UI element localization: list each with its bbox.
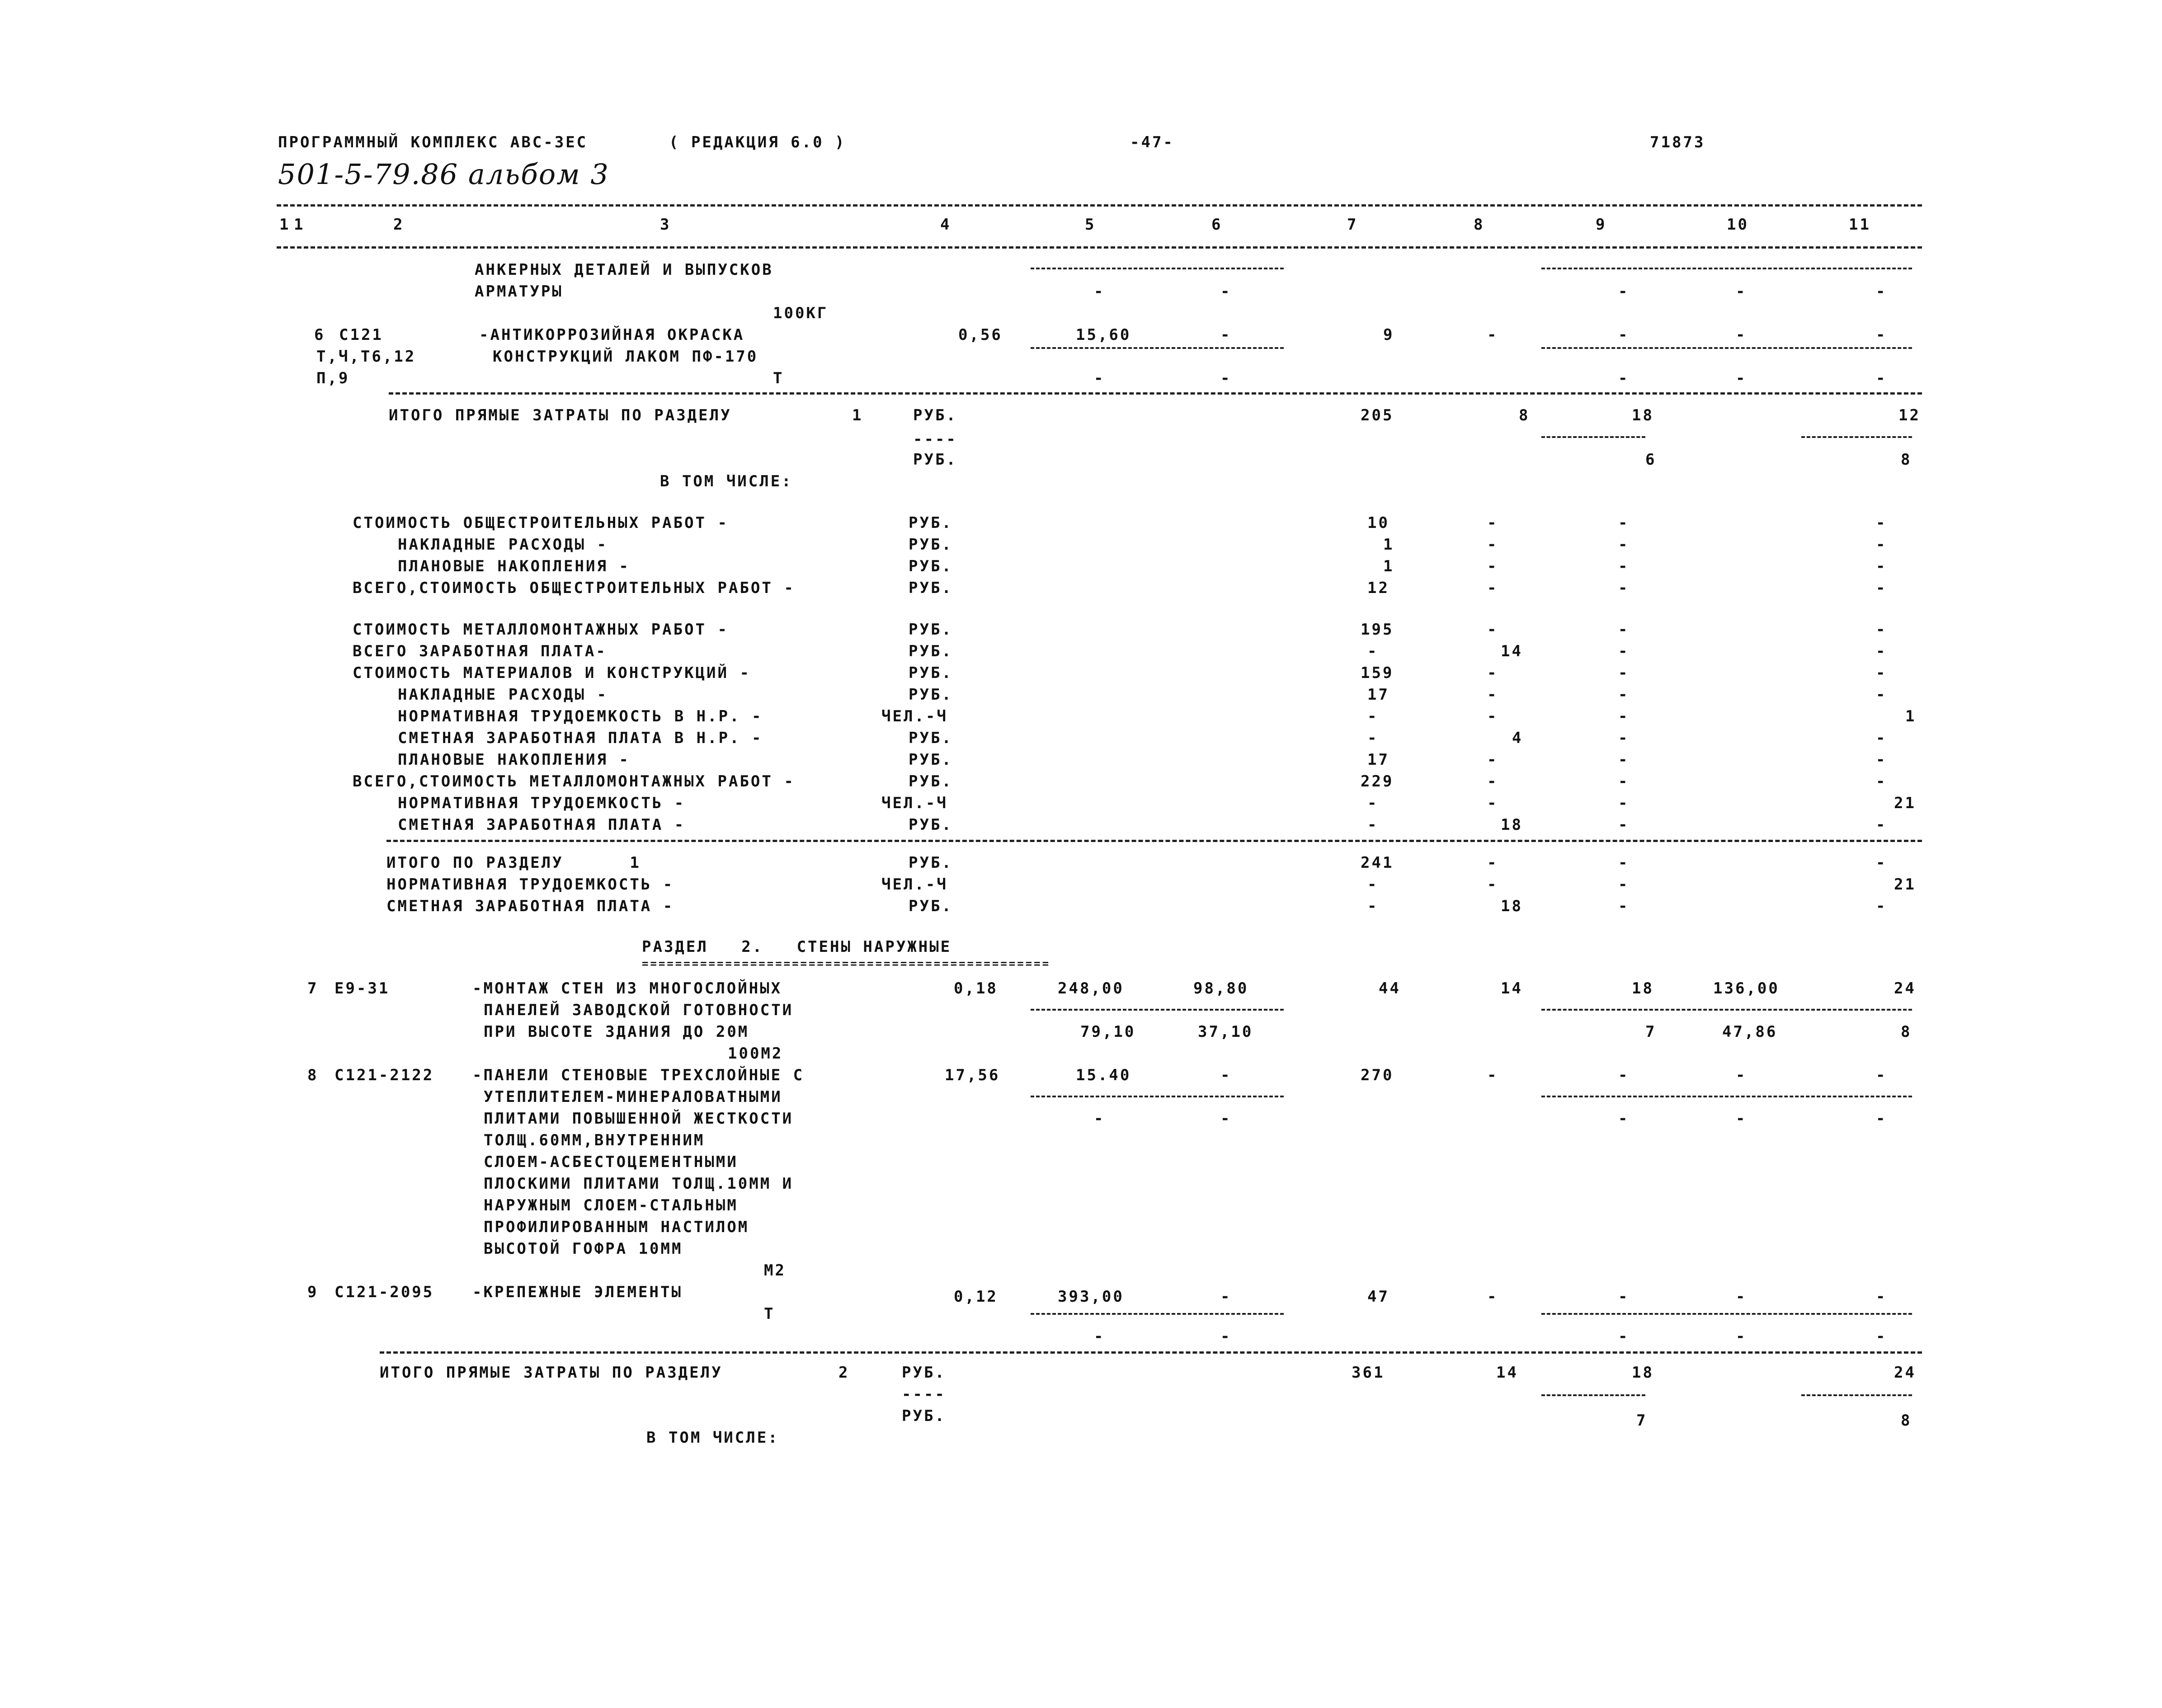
summary-label: ВСЕГО ЗАРАБОТНАЯ ПЛАТА-: [353, 642, 607, 660]
row-description: ПРИ ВЫСОТЕ ЗДАНИЯ ДО 20М: [484, 1023, 749, 1041]
row-quantity: 17,56: [945, 1066, 1000, 1084]
total-section-number: 2: [838, 1364, 850, 1382]
row-c6-b: 37,10: [1198, 1023, 1253, 1041]
table-cell: РУБ.: [909, 854, 953, 872]
table-cell: РУБ.: [909, 621, 953, 639]
table-cell: ЧЕЛ.-Ч: [881, 707, 948, 725]
table-cell: -: [1487, 686, 1498, 704]
row-unit: Т: [773, 369, 784, 387]
col-header: 9: [1596, 216, 1607, 234]
table-cell: 229: [1361, 772, 1394, 790]
table-cell: -: [1876, 579, 1887, 597]
table-cell: -: [1487, 621, 1498, 639]
table-cell: 12: [1367, 579, 1390, 597]
row-number: 6: [314, 326, 325, 344]
table-cell: -: [1876, 751, 1887, 769]
in-that-number-label: В ТОМ ЧИСЛЕ:: [646, 1429, 779, 1447]
table-cell: -: [1876, 1327, 1885, 1346]
row-description: ВЫСОТОЙ ГОФРА 10ММ: [484, 1240, 683, 1258]
row-total-cost: 47: [1367, 1288, 1390, 1306]
table-cell: -: [1367, 642, 1379, 660]
row-separator: [386, 840, 1922, 842]
sub-rule: [1541, 268, 1912, 269]
row-unit-cost: 15.40: [1076, 1066, 1131, 1084]
row-separator: [380, 1351, 1922, 1354]
sub-rule: [1031, 1009, 1284, 1011]
summary-label: СТОИМОСТЬ МАТЕРИАЛОВ И КОНСТРУКЦИЙ -: [353, 664, 751, 682]
table-cell: -: [1876, 326, 1885, 344]
table-cell: -: [1618, 816, 1630, 834]
table-cell: РУБ.: [909, 557, 953, 575]
table-cell: -: [1487, 557, 1498, 575]
sub-rule: [1031, 1096, 1284, 1097]
summary-label: НОРМАТИВНАЯ ТРУДОЕМКОСТЬ В Н.Р. -: [398, 707, 763, 725]
total-c11b: 8: [1901, 1412, 1912, 1430]
table-cell: -: [1618, 1110, 1628, 1128]
total-c7: 361: [1352, 1364, 1385, 1382]
table-cell: 1: [279, 216, 291, 234]
unit-label: 100КГ: [773, 304, 829, 322]
table-cell: -: [1876, 816, 1887, 834]
total-c9: 18: [1632, 406, 1654, 424]
summary-label: ПЛАНОВЫЕ НАКОПЛЕНИЯ -: [398, 751, 630, 769]
row-separator: [389, 392, 1922, 395]
table-cell: -: [1876, 557, 1887, 575]
table-cell: -: [1094, 1110, 1103, 1128]
table-cell: 17: [1367, 686, 1390, 704]
total-c11b: 8: [1901, 451, 1912, 469]
row-description: -МОНТАЖ СТЕН ИЗ МНОГОСЛОЙНЫХ: [472, 979, 782, 998]
table-cell: 159: [1361, 664, 1394, 682]
row-description: ПЛОСКИМИ ПЛИТАМИ ТОЛЩ.10ММ И: [484, 1175, 794, 1193]
table-cell: -: [1736, 1066, 1745, 1084]
table-cell: РУБ.: [909, 897, 953, 915]
table-cell: -: [1618, 557, 1630, 575]
top-border: [277, 204, 1922, 207]
table-cell: РУБ.: [909, 664, 953, 682]
table-cell: -: [1876, 1110, 1885, 1128]
table-cell: -: [1220, 1327, 1230, 1346]
summary-label: НАКЛАДНЫЕ РАСХОДЫ -: [398, 536, 608, 554]
row-code: Т,Ч,Т6,12: [316, 348, 416, 366]
table-cell: -: [1876, 369, 1885, 387]
table-cell: РУБ.: [909, 772, 953, 790]
table-cell: -: [1487, 579, 1498, 597]
col-header: 6: [1211, 216, 1223, 234]
table-cell: 17: [1367, 751, 1390, 769]
sub-rule: [1541, 1313, 1912, 1315]
col-header: 3: [660, 216, 671, 234]
total-label: ИТОГО ПРЯМЫЕ ЗАТРАТЫ ПО РАЗДЕЛУ: [380, 1364, 723, 1382]
table-cell: -: [1876, 621, 1887, 639]
row-unit: М2: [764, 1261, 786, 1280]
table-cell: -: [1094, 282, 1103, 301]
table-cell: -: [1736, 282, 1745, 301]
table-cell: -: [1367, 794, 1379, 812]
row-description: КОНСТРУКЦИЙ ЛАКОМ ПФ-170: [493, 348, 758, 366]
row-unit-cost: 393,00: [1058, 1288, 1124, 1306]
row-description: СЛОЕМ-АСБЕСТОЦЕМЕНТНЫМИ: [484, 1153, 738, 1171]
table-cell: -: [1618, 772, 1630, 790]
total-unit: РУБ.: [902, 1407, 946, 1425]
total-c9b: 7: [1636, 1412, 1648, 1430]
table-cell: -: [1618, 621, 1630, 639]
table-cell: -: [1367, 897, 1379, 915]
row-c11-b: 8: [1901, 1023, 1912, 1041]
table-cell: -: [1367, 707, 1379, 725]
row-code: П,9: [316, 369, 350, 387]
table-cell: РУБ.: [909, 751, 953, 769]
table-cell: -: [1618, 642, 1630, 660]
row-description: -КРЕПЕЖНЫЕ ЭЛЕМЕНТЫ: [472, 1283, 683, 1301]
table-cell: -: [1618, 514, 1630, 532]
row-c10: 136,00: [1713, 979, 1780, 998]
row-c9-b: 7: [1645, 1023, 1657, 1041]
row-description: НАРУЖНЫМ СЛОЕМ-СТАЛЬНЫМ: [484, 1196, 738, 1214]
col-header: 4: [940, 216, 951, 234]
table-cell: -: [1876, 729, 1887, 747]
table-cell: -: [1487, 514, 1498, 532]
table-cell: -: [1220, 1066, 1230, 1084]
row-code: С121-2122: [334, 1066, 434, 1084]
final-label: НОРМАТИВНАЯ ТРУДОЕМКОСТЬ -: [386, 875, 674, 894]
col-header: 8: [1474, 216, 1485, 234]
table-cell: -: [1736, 1110, 1745, 1128]
row-unit-cost: 248,00: [1058, 979, 1124, 998]
table-cell: -: [1876, 282, 1885, 301]
row-description: -АНТИКОРРОЗИЙНАЯ ОКРАСКА: [479, 326, 745, 344]
row-c8: 14: [1501, 979, 1523, 998]
table-cell: ----: [902, 1385, 946, 1403]
table-cell: -: [1618, 282, 1628, 301]
table-cell: 21: [1894, 875, 1916, 894]
table-cell: РУБ.: [909, 729, 953, 747]
document-code: 71873: [1650, 133, 1705, 151]
table-cell: -: [1736, 326, 1745, 344]
sub-rule: [1801, 1394, 1912, 1396]
header-border: [277, 246, 1922, 249]
sub-rule: [1541, 436, 1645, 438]
summary-label: ВСЕГО,СТОИМОСТЬ ОБЩЕСТРОИТЕЛЬНЫХ РАБОТ -: [353, 579, 795, 597]
table-cell: -: [1876, 1288, 1885, 1306]
table-cell: -: [1094, 369, 1103, 387]
sub-rule: [1031, 268, 1284, 269]
table-cell: -: [1618, 751, 1630, 769]
table-cell: -: [1618, 686, 1630, 704]
table-cell: -: [1487, 326, 1497, 344]
total-unit: РУБ.: [913, 406, 957, 424]
table-cell: -: [1487, 854, 1498, 872]
table-cell: -: [1618, 794, 1630, 812]
total-label: ИТОГО ПРЯМЫЕ ЗАТРАТЫ ПО РАЗДЕЛУ: [389, 406, 732, 424]
table-cell: РУБ.: [909, 686, 953, 704]
table-cell: РУБ.: [909, 579, 953, 597]
program-name: ПРОГРАММНЫЙ КОМПЛЕКС АВС-ЗЕС: [278, 133, 588, 151]
table-cell: -: [1618, 1066, 1628, 1084]
table-cell: -: [1367, 875, 1379, 894]
row-total-cost: 270: [1361, 1066, 1394, 1084]
table-cell: 1: [1383, 536, 1394, 554]
total-c11: 12: [1898, 406, 1921, 424]
table-cell: 21: [1894, 794, 1916, 812]
table-cell: ----: [913, 430, 957, 448]
summary-label: СТОИМОСТЬ МЕТАЛЛОМОНТАЖНЫХ РАБОТ -: [353, 621, 729, 639]
in-that-number-label: В ТОМ ЧИСЛЕ:: [660, 472, 793, 490]
table-cell: -: [1220, 1288, 1230, 1306]
row-c10-b: 47,86: [1722, 1023, 1778, 1041]
table-cell: 4: [1512, 729, 1523, 747]
summary-label: ПЛАНОВЫЕ НАКОПЛЕНИЯ -: [398, 557, 630, 575]
row-unit: 100М2: [728, 1045, 783, 1063]
table-cell: 18: [1501, 816, 1523, 834]
sub-rule: [1031, 1313, 1284, 1315]
table-cell: 241: [1361, 854, 1394, 872]
summary-unit: РУБ.: [909, 514, 953, 532]
table-cell: -: [1487, 536, 1498, 554]
table-cell: -: [1876, 514, 1887, 532]
table-cell: 1: [1905, 707, 1917, 725]
summary-label: НОРМАТИВНАЯ ТРУДОЕМКОСТЬ -: [398, 794, 686, 812]
total-unit: РУБ.: [902, 1364, 946, 1382]
table-cell: -: [1487, 707, 1498, 725]
summary-label: СМЕТНАЯ ЗАРАБОТНАЯ ПЛАТА В Н.Р. -: [398, 729, 763, 747]
col-header: 5: [1085, 216, 1096, 234]
table-cell: -: [1876, 1066, 1885, 1084]
table-cell: -: [1618, 729, 1630, 747]
table-cell: -: [1736, 1327, 1745, 1346]
table-cell: -: [1618, 369, 1628, 387]
row-total-cost: 44: [1379, 979, 1401, 998]
table-cell: -: [1736, 369, 1745, 387]
table-cell: -: [1487, 772, 1498, 790]
table-cell: -: [1618, 326, 1628, 344]
table-cell: -: [1618, 536, 1630, 554]
carryover-line: АНКЕРНЫХ ДЕТАЛЕЙ И ВЫПУСКОВ: [475, 261, 773, 279]
row-quantity: 0,56: [958, 326, 1003, 344]
total-c7: 205: [1361, 406, 1394, 424]
col-header: 11: [1849, 216, 1871, 234]
table-cell: -: [1876, 642, 1887, 660]
final-label: ИТОГО ПО РАЗДЕЛУ 1: [386, 854, 641, 872]
sub-rule: [1541, 347, 1912, 349]
table-cell: -: [1220, 369, 1230, 387]
table-cell: -: [1367, 729, 1379, 747]
row-c6: 98,80: [1193, 979, 1249, 998]
row-unit-cost: 15,60: [1076, 326, 1131, 344]
row-number: 9: [307, 1283, 319, 1301]
table-cell: -: [1487, 794, 1498, 812]
row-description: ПЛИТАМИ ПОВЫШЕННОЙ ЖЕСТКОСТИ: [484, 1110, 794, 1128]
row-code: С121-2095: [334, 1283, 434, 1301]
row-description: УТЕПЛИТЕЛЕМ-МИНЕРАЛОВАТНЫМИ: [484, 1088, 782, 1106]
total-c8: 8: [1519, 406, 1530, 424]
table-cell: -: [1618, 579, 1630, 597]
row-number: 7: [307, 979, 319, 998]
table-cell: 18: [1501, 897, 1523, 915]
table-cell: -: [1487, 875, 1498, 894]
table-cell: ЧЕЛ.-Ч: [881, 794, 948, 812]
section-2-title: РАЗДЕЛ 2. СТЕНЫ НАРУЖНЫЕ: [642, 938, 952, 956]
row-total-cost: 9: [1383, 326, 1394, 344]
total-c11: 24: [1894, 1364, 1916, 1382]
final-label: СМЕТНАЯ ЗАРАБОТНАЯ ПЛАТА -: [386, 897, 674, 915]
album-title: 501-5-79.86 альбом 3: [278, 158, 609, 191]
page-number: -47-: [1130, 133, 1174, 151]
table-cell: 1: [1383, 557, 1394, 575]
sub-rule: [1541, 1009, 1912, 1011]
sub-rule: [1541, 1096, 1912, 1097]
table-cell: 195: [1361, 621, 1394, 639]
table-cell: -: [1618, 707, 1630, 725]
table-cell: -: [1487, 664, 1498, 682]
table-cell: РУБ.: [909, 816, 953, 834]
table-cell: ЧЕЛ.-Ч: [881, 875, 948, 894]
total-c9b: 6: [1645, 451, 1657, 469]
total-unit: РУБ.: [913, 451, 957, 469]
table-cell: -: [1094, 1327, 1103, 1346]
table-cell: -: [1220, 282, 1230, 301]
total-c8: 14: [1496, 1364, 1518, 1382]
row-code: Е9-31: [334, 979, 390, 998]
summary-c7: 10: [1367, 514, 1390, 532]
col-header: 7: [1347, 216, 1358, 234]
total-section-number: 1: [852, 406, 863, 424]
edition-label: ( РЕДАКЦИЯ 6.0 ): [669, 133, 846, 151]
col-header: 2: [393, 216, 405, 234]
table-cell: 14: [1501, 642, 1523, 660]
summary-label: НАКЛАДНЫЕ РАСХОДЫ -: [398, 686, 608, 704]
sub-rule: [1541, 1394, 1645, 1396]
table-cell: -: [1618, 875, 1630, 894]
summary-label: СМЕТНАЯ ЗАРАБОТНАЯ ПЛАТА -: [398, 816, 686, 834]
table-cell: -: [1487, 751, 1498, 769]
table-cell: -: [1487, 1288, 1497, 1306]
table-cell: -: [1618, 1327, 1628, 1346]
table-cell: -: [1876, 664, 1887, 682]
table-cell: -: [1367, 816, 1379, 834]
table-cell: РУБ.: [909, 536, 953, 554]
row-quantity: 0,18: [954, 979, 998, 998]
col-header: 10: [1727, 216, 1749, 234]
row-description: ПРОФИЛИРОВАННЫМ НАСТИЛОМ: [484, 1218, 749, 1236]
sub-rule: [1031, 347, 1284, 349]
table-cell: -: [1876, 854, 1887, 872]
row-c11: 24: [1894, 979, 1916, 998]
row-description: ПАНЕЛЕЙ ЗАВОДСКОЙ ГОТОВНОСТИ: [484, 1001, 794, 1019]
row-description: ТОЛЩ.60ММ,ВНУТРЕННИМ: [484, 1131, 705, 1149]
row-code: С121: [339, 326, 383, 344]
summary-label: СТОИМОСТЬ ОБЩЕСТРОИТЕЛЬНЫХ РАБОТ -: [353, 514, 729, 532]
table-cell: -: [1220, 1110, 1230, 1128]
sub-rule: [1801, 436, 1912, 438]
summary-label: ВСЕГО,СТОИМОСТЬ МЕТАЛЛОМОНТАЖНЫХ РАБОТ -: [353, 772, 795, 790]
row-description: -ПАНЕЛИ СТЕНОВЫЕ ТРЕХСЛОЙНЫЕ С: [472, 1066, 805, 1084]
table-cell: -: [1876, 772, 1887, 790]
table-cell: -: [1618, 664, 1630, 682]
table-cell: -: [1876, 536, 1887, 554]
table-cell: РУБ.: [909, 642, 953, 660]
row-unit: Т: [764, 1305, 775, 1323]
section-2-underline: =================================================: [642, 957, 1051, 970]
row-c9: 18: [1632, 979, 1654, 998]
table-cell: -: [1487, 1066, 1497, 1084]
col-header: 1: [294, 216, 305, 234]
row-unit-cost-b: 79,10: [1080, 1023, 1136, 1041]
table-cell: -: [1736, 1288, 1745, 1306]
table-cell: -: [1618, 1288, 1628, 1306]
table-cell: -: [1876, 897, 1887, 915]
table-cell: -: [1220, 326, 1230, 344]
total-c9: 18: [1632, 1364, 1654, 1382]
carryover-line: АРМАТУРЫ: [475, 282, 563, 301]
table-cell: -: [1618, 897, 1630, 915]
table-cell: -: [1876, 686, 1887, 704]
table-cell: -: [1618, 854, 1630, 872]
row-quantity: 0,12: [954, 1288, 998, 1306]
row-number: 8: [307, 1066, 319, 1084]
